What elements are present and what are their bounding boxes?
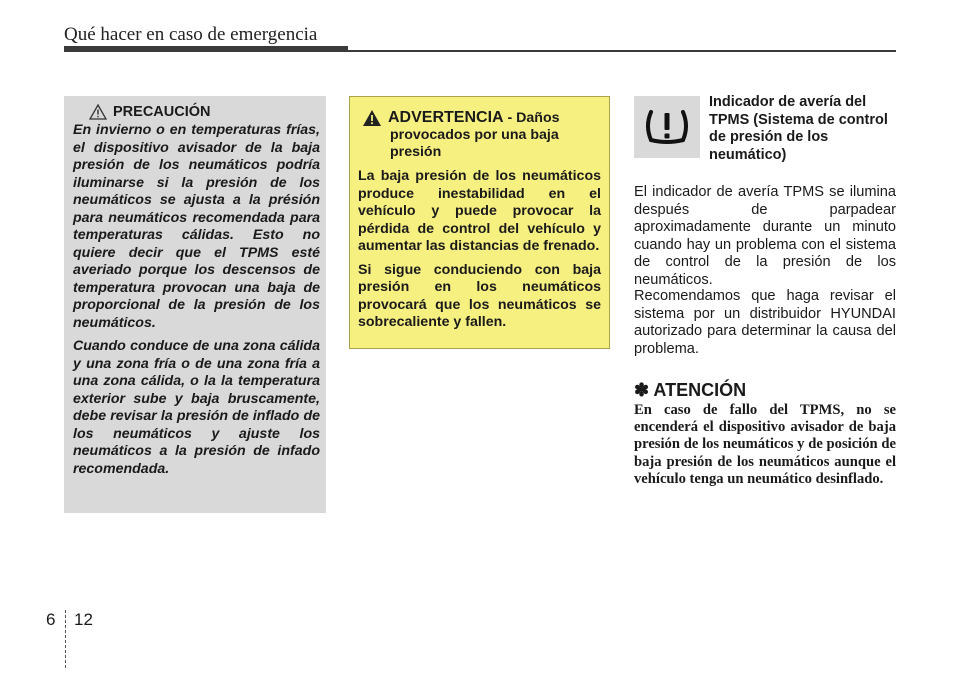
caution-paragraph: En invierno o en temperaturas frías, el dispositivo avisador de la baja presión de los neumáticos podría iluminarse si la presión de los neumáticos se ajusta a la présión para neumáticos recomendada para temperaturas cálidas. Esto no quiere decir que el TPMS esté averiado porque los descensos de temperatura provocan una baja de proporcional de la presión de los neumáticos. — [73, 122, 320, 331]
warning-subtitle: provocados por una baja presión — [390, 127, 559, 160]
tpms-heading: Indicador de avería del TPMS (Sistema de control de presión de los neumático) — [709, 94, 888, 163]
tpms-paragraph: Recomendamos que haga revisar el sistema por un distribuidor HYUNDAI autorizado para determinar la causa del problema. — [634, 288, 896, 357]
caution-box — [64, 96, 326, 513]
page-header-title: Qué hacer en caso de emergencia — [64, 24, 318, 45]
caution-header — [89, 104, 320, 120]
warning-subtitle-dash: - Daños — [503, 110, 560, 126]
tpms-paragraph: El indicador de avería TPMS se ilumina después de parpadear aproximadamente durante un minuto cuando hay un problema con el sistema de control de la presión de los neumáticos. — [634, 184, 896, 288]
caution-triangle-icon — [89, 104, 107, 120]
warning-paragraph: Si sigue conduciendo con baja presión en los neumáticos provocará que los neumáticos se sobrecaliente y fallen. — [358, 261, 601, 330]
tpms-warning-icon — [634, 96, 700, 158]
tpms-indicator-icon-box — [634, 96, 700, 158]
caution-title: PRECAUCIÓN — [113, 104, 211, 120]
warning-triangle-icon — [362, 109, 382, 127]
caution-paragraph: Cuando conduce de una zona cálida y una zona fría o de una zona fría a una zona cálida, o la la temperatura exterior sube y baja bruscamente, debe revisar la presión de inflado de los neumáticos y ajuste los neumáticos a la presión de infado recomendada. — [73, 338, 320, 477]
footer-divider — [65, 610, 66, 668]
footer-page-number: 12 — [74, 610, 93, 629]
warning-box — [349, 96, 610, 349]
warning-title: ADVERTENCIA — [388, 109, 504, 126]
warning-paragraph: La baja presión de los neumáticos produce inestabilidad en el vehículo y puede provocar la pérdida de control del vehículo y aumentar las distancias de frenado. — [358, 168, 601, 254]
header-divider — [348, 50, 896, 52]
attention-title: ✽ ATENCIÓN — [634, 380, 747, 400]
footer-section-number: 6 — [46, 610, 56, 629]
header-bar — [64, 46, 348, 52]
warning-header — [362, 109, 601, 127]
attention-text: En caso de fallo del TPMS, no se encenderá el dispositivo avisador de baja presión de los neumáticos y de posición de baja presión de los neumáticos aunque el vehículo tenga un neumático desinflado. — [634, 402, 896, 487]
